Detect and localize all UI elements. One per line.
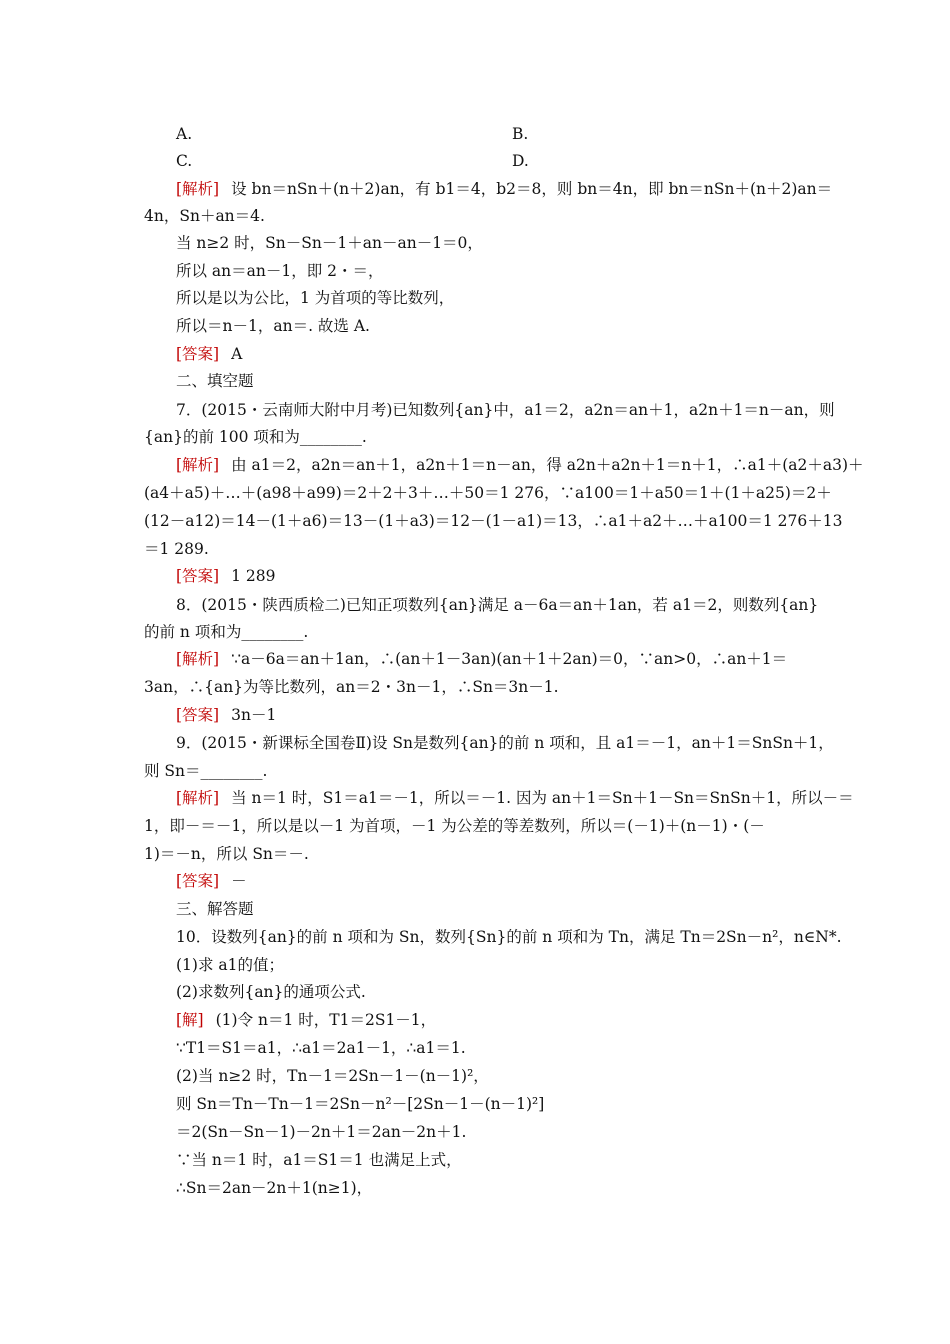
q8-question-line: 的前 n 项和为________. [144, 623, 309, 641]
q8-solution-text: ∵a－6a＝an＋1an，∴(an＋1－3an)(an＋1＋2an)＝0，∵an>0，∴an＋1＝ [231, 650, 788, 668]
q7-solution-text: 由 a1＝2，a2n＝an＋1，a2n＋1＝n－an，得 a2n＋a2n＋1＝n＋1，∴a1＋(a2＋a3)＋ [231, 456, 864, 474]
q7-question-line: {an}的前 100 项和为________. [144, 428, 367, 446]
q7-solution-line [176, 455, 864, 475]
q10-solution-line: 则 Sn＝Tn－Tn－1＝2Sn－n²－[2Sn－1－(n－1)²] [176, 1095, 545, 1113]
q6-solution-text: 设 bn＝nSn＋(n＋2)an，有 b1＝4，b2＝8，则 bn＝4n，即 bn＝nSn＋(n＋2)an＝ [231, 180, 833, 198]
choice-b: B. [512, 125, 529, 143]
q9-solution-line [176, 788, 854, 808]
answer-tag: [答案] [176, 345, 220, 363]
q7-solution-line: (a4＋a5)＋…＋(a98＋a99)＝2＋2＋3＋…＋50＝1 276，∵a100＝1＋a50＝1＋(1＋a25)＝2＋ [144, 484, 832, 502]
q10-question-line: (2)求数列{an}的通项公式. [176, 983, 366, 1001]
q9-question-line: 则 Sn＝________. [144, 762, 268, 780]
q9-answer-line [176, 871, 836, 891]
q6-solution-line [176, 179, 836, 199]
solution-tag: [解析] [176, 789, 220, 807]
q6-answer-line [176, 344, 836, 364]
choice-a: A. [176, 125, 193, 143]
q6-solution-line: 4n，Sn＋an＝4. [144, 207, 265, 225]
q7-solution-line: ＝1 289. [144, 540, 209, 558]
q10-solution-line: ∴Sn＝2an－2n＋1(n≥1)， [176, 1179, 373, 1197]
q7-answer: 1 289 [231, 567, 276, 585]
q10-solution-text: (1)令 n＝1 时，T1＝2S1－1， [215, 1011, 437, 1029]
q7-question-line: 7．(2015・云南师大附中月考)已知数列{an}中，a1＝2，a2n＝an＋1，a2n＋1＝n－an，则 [176, 401, 835, 419]
q6-solution-line: 所以是以为公比，1 为首项的等比数列， [176, 289, 455, 307]
q8-answer-line [176, 705, 836, 725]
section-heading: 三、解答题 [176, 900, 254, 918]
q10-solution-line: ∵T1＝S1＝a1，∴a1＝2a1－1，∴a1＝1. [176, 1039, 466, 1057]
q10-question-line: 10．设数列{an}的前 n 项和为 Sn，数列{Sn}的前 n 项和为 Tn，满足 Tn＝2Sn－n²，n∈N*. [176, 928, 842, 946]
section-heading: 二、填空题 [176, 372, 254, 390]
solution-tag: [解析] [176, 180, 220, 198]
q7-answer-line [176, 566, 836, 586]
solution-tag: [解析] [176, 456, 220, 474]
q10-question-line: (1)求 a1的值； [176, 956, 284, 974]
q10-solution-line: ＝2(Sn－Sn－1)－2n＋1＝2an－2n＋1. [176, 1123, 467, 1141]
q6-solution-line: 所以＝n－1，an＝. 故选 A. [176, 317, 370, 335]
answer-tag: [答案] [176, 872, 220, 890]
q8-solution-line: 3an，∴{an}为等比数列，an＝2・3n－1，∴Sn＝3n－1. [144, 678, 559, 696]
solution-tag: [解析] [176, 650, 220, 668]
q9-question-line: 9．(2015・新课标全国卷Ⅱ)设 Sn是数列{an}的前 n 项和，且 a1＝－1，an＋1＝SnSn＋1， [176, 734, 834, 752]
q6-solution-line: 所以 an＝an－1，即 2・＝， [176, 262, 384, 280]
choice-d: D. [512, 152, 529, 170]
q6-solution-line: 当 n≥2 时，Sn－Sn－1＋an－an－1＝0， [176, 234, 483, 252]
q8-solution-line [176, 649, 836, 669]
q9-solution-line: 1)＝－n，所以 Sn＝－. [144, 845, 309, 863]
solution-tag: [解] [176, 1011, 204, 1029]
q8-question-line: 8．(2015・陕西质检二)已知正项数列{an}满足 a－6a＝an＋1an，若 a1＝2，则数列{an} [176, 596, 819, 614]
q10-solution-line: ∵当 n＝1 时，a1＝S1＝1 也满足上式， [176, 1151, 462, 1169]
q9-answer: － [231, 872, 247, 890]
q7-solution-line: (12－a12)＝14－(1＋a6)＝13－(1＋a3)＝12－(1－a1)＝13，∴a1＋a2＋…＋a100＝1 276＋13 [144, 512, 843, 530]
q10-solution-line [176, 1010, 836, 1030]
q8-answer: 3n－1 [231, 706, 277, 724]
q6-answer: A [231, 345, 243, 363]
answer-tag: [答案] [176, 567, 220, 585]
answer-tag: [答案] [176, 706, 220, 724]
choice-c: C. [176, 152, 193, 170]
q9-solution-line: 1，即－＝－1，所以是以－1 为首项，－1 为公差的等差数列，所以＝(－1)＋(n－1)・(－ [144, 817, 765, 835]
q10-solution-line: (2)当 n≥2 时，Tn－1＝2Sn－1－(n－1)²， [176, 1067, 489, 1085]
q9-solution-text: 当 n＝1 时，S1＝a1＝－1，所以＝－1. 因为 an＋1＝Sn＋1－Sn＝SnSn＋1，所以－＝ [231, 789, 854, 807]
